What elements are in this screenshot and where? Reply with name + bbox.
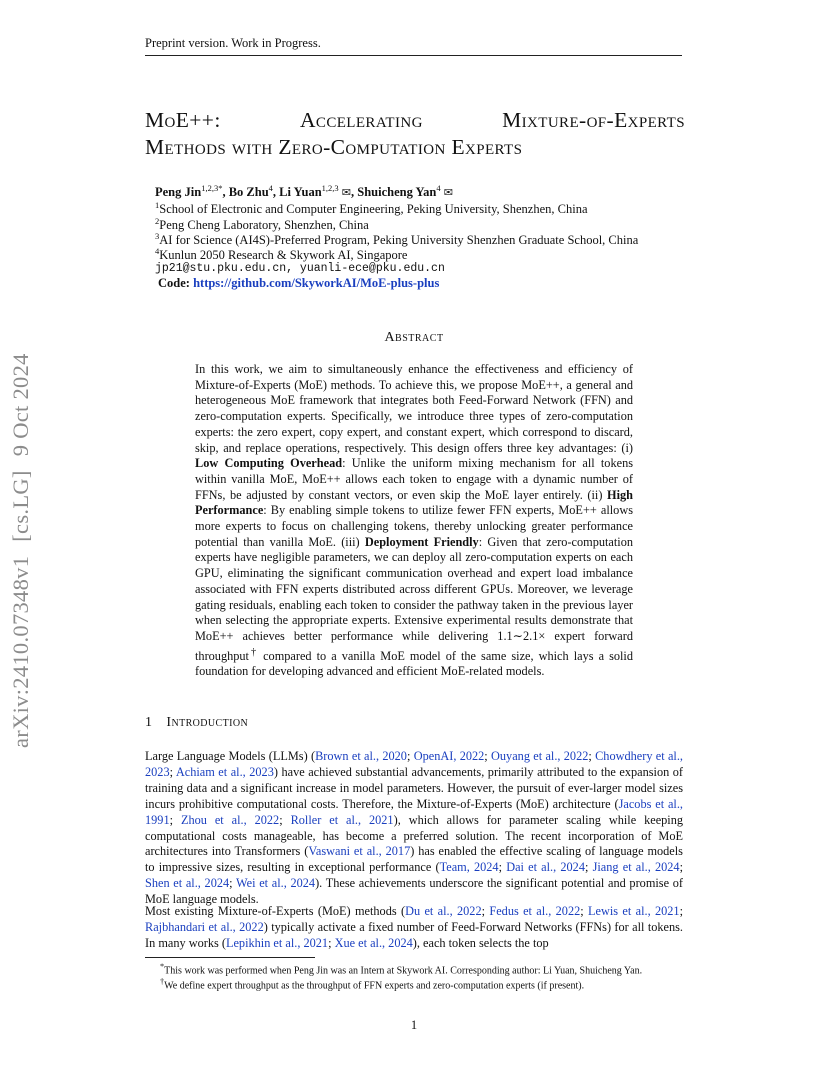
citation-link[interactable]: Chowdhery et al., 2023 [145, 749, 683, 779]
affiliation-sup: 4 [155, 246, 160, 256]
para-text: Large Language Models (LLMs) ( [145, 749, 316, 763]
citation-link[interactable]: Wei et al., 2024 [236, 876, 316, 891]
affiliation-text: AI for Science (AI4S)-Preferred Program, Peking University Shenzhen Graduate School, China [159, 233, 639, 248]
title-word-2: Accelerating [300, 108, 423, 132]
citation-link[interactable]: Lepikhin et al., 2021 [225, 935, 329, 950]
footnote-text: This work was performed when Peng Jin was an Intern at Skywork AI. Corresponding author: Li Yuan, Shuicheng Yan. [164, 965, 643, 977]
citation-link[interactable]: Team, 2024 [439, 860, 499, 875]
footnote-mark: * [160, 962, 165, 971]
footnote-2 [160, 977, 685, 991]
para-text: ; [679, 904, 684, 918]
affiliation-text: School of Electronic and Computer Engineering, Peking University, Shenzhen, China [159, 202, 588, 217]
footnote-mark[interactable]: † [248, 646, 259, 658]
affiliation-sup: 2 [155, 216, 160, 226]
abstract-heading: Abstract [384, 330, 444, 345]
para-text: ), each token selects the top [412, 935, 549, 950]
paper-title [145, 107, 685, 161]
para-text: ; [484, 749, 492, 763]
author-sup: 4 [436, 183, 441, 193]
affiliation-sup: 1 [155, 200, 160, 210]
para-text: Most existing Mixture-of-Experts (MoE) methods ( [145, 904, 406, 918]
page-number: 1 [410, 1018, 418, 1032]
abstract-bold: Deployment Friendly [364, 534, 479, 549]
affiliation-1 [155, 200, 588, 217]
footnote-mark: † [160, 977, 165, 986]
author-name: , Bo Zhu [222, 185, 269, 200]
citation-link[interactable]: Vaswani et al., 2017 [308, 844, 411, 859]
para-text: ; [229, 876, 237, 891]
footnote-text: We define expert throughput as the throughput of FFN experts and zero-computation experts (if present). [164, 980, 585, 992]
code-line [158, 276, 439, 291]
author-sup: 1,2,3* [201, 183, 223, 193]
arxiv-stamp [8, 288, 48, 748]
para-text: ), which allows for parameter scaling while keeping computational costs manageable, has become a preferred solution. The recent incorporation of MoE architectures into Transformers ( [145, 812, 684, 859]
citation-link[interactable]: Ouyang et al., 2022 [491, 749, 589, 763]
citation-link[interactable]: Brown et al., 2020 [315, 749, 407, 763]
author-name: , Shuicheng Yan [351, 185, 437, 200]
citation-link[interactable]: Roller et al., 2021 [290, 812, 394, 827]
code-link[interactable]: https://github.com/SkyworkAI/MoE-plus-plus [193, 276, 440, 290]
running-header: Preprint version. Work in Progress. [145, 36, 682, 56]
para-text: ) has enabled the effective scaling of language models to impressive sizes, resulting in exceptional performance ( [145, 844, 683, 875]
para-text: ; [169, 812, 181, 827]
section-heading [145, 715, 248, 731]
para-text: ). These achievements underscore the significant potential and promise of MoE language models. [145, 876, 683, 907]
mail-icon: ✉ [341, 187, 352, 200]
author-name: , Li Yuan [272, 185, 322, 200]
intro-paragraph-1 [145, 749, 683, 908]
abstract-text: In this work, we aim to simultaneously enhance the effectiveness and efficiency of Mixture-of-Experts (MoE) methods. To achieve this, we propose MoE++, a general and heterogeneous MoE framework that integrates both Feed-Forward Network (FFN) and zero-computation experts. Specifically, we introduce three types of zero-computation experts: the zero expert, copy expert, and constant expert, which correspond to discard, skip, and replace operations, respectively. This design offers three key advantages: (i) [195, 362, 633, 455]
citation-link[interactable]: Dai et al., 2024 [506, 860, 585, 875]
abstract-text: : Given that zero-computation experts have negligible parameters, we can deploy all zero-computation experts on each GPU, eliminating the significant communication overhead and expert load imbalance associated with FFN experts distributed across different GPUs. Moreover, we leverage gating residuals, enabling each token to consider the pathway taken in the previous layer when selecting the appropriate experts. Extensive experimental results demonstrate that MoE++ achieves better performance while delivering 1.1∼2.1× expert forward throughput [195, 534, 634, 663]
arxiv-date: 9 Oct 2024 [8, 353, 33, 457]
citation-link[interactable]: Du et al., 2022 [405, 904, 482, 918]
para-text: ; [328, 935, 335, 950]
abstract-text: compared to a vanilla MoE model of the same size, which lays a solid foundation for developing advanced and efficient MoE-related models. [195, 648, 633, 679]
para-text: ) have achieved substantial advancements, primarily attributed to the expansion of training data and a significant increase in model parameters. However, the pursuit of ever-larger model sizes incurs prohibitive computational costs. Therefore, the Mixture-of-Experts (MoE) architecture ( [145, 764, 684, 811]
footnote-divider [145, 957, 315, 958]
abstract-bold: High Performance [195, 487, 633, 518]
abstract-body [195, 362, 633, 680]
author-sup: 1,2,3 [321, 183, 339, 193]
citation-link[interactable]: Zhou et al., 2022 [180, 812, 280, 827]
citation-link[interactable]: Jiang et al., 2024 [592, 860, 680, 875]
title-line-2: Methods with Zero-Computation Experts [145, 135, 523, 159]
affiliation-text: Kunlun 2050 Research & Skywork AI, Singapore [159, 248, 408, 263]
code-label: Code: [158, 276, 194, 290]
citation-link[interactable]: Fedus et al., 2022 [489, 904, 581, 918]
para-text: ; [588, 749, 596, 763]
citation-link[interactable]: Xue et al., 2024 [334, 935, 413, 950]
citation-link[interactable]: Achiam et al., 2023 [175, 764, 274, 779]
para-text: ; [279, 812, 291, 827]
author-list [155, 183, 453, 200]
para-text: ; [584, 860, 593, 875]
abstract-bold: Low Computing Overhead [195, 456, 343, 471]
arxiv-category: [cs.LG] [8, 470, 33, 542]
para-text: ; [498, 860, 507, 875]
section-title: Introduction [166, 715, 249, 730]
mail-icon: ✉ [443, 187, 453, 200]
affiliation-sup: 3 [155, 231, 160, 241]
author-emails[interactable]: jp21@stu.pku.edu.cn, yuanli-ece@pku.edu.cn [155, 262, 445, 275]
para-text: ) typically activate a fixed number of Feed-Forward Networks (FFNs) for all tokens. In many works ( [145, 919, 683, 950]
intro-paragraph-2 [145, 904, 683, 952]
para-text: ; [169, 764, 176, 779]
citation-link[interactable]: Rajbhandari et al., 2022 [145, 919, 264, 934]
para-text: ; [580, 904, 589, 918]
abstract-text: : Unlike the uniform mixing mechanism for all tokens within vanilla MoE, MoE++ allows each token to engage with a dynamic number of FFNs, be adjusted by constant vectors, or even skip the MoE layer entirely. (ii) [195, 456, 633, 502]
citation-link[interactable]: Jacobs et al., 1991 [145, 796, 683, 827]
citation-link[interactable]: Shen et al., 2024 [145, 876, 230, 891]
title-word-3: Mixture-of-Experts [502, 108, 685, 132]
affiliation-4 [155, 246, 407, 263]
para-text: ; [406, 749, 414, 763]
citation-link[interactable]: OpenAI, 2022 [413, 749, 485, 763]
author-name: Peng Jin [155, 185, 202, 200]
citation-link[interactable]: Lewis et al., 2021 [588, 904, 680, 918]
abstract-text: : By enabling simple tokens to utilize fewer FFN experts, MoE++ allows more experts to focus on challenging tokens, thereby unlocking greater performance potential than vanilla MoE. (iii) [195, 503, 633, 549]
author-sup: 4 [268, 183, 273, 193]
footnote-1 [160, 962, 685, 976]
para-text: ; [679, 860, 684, 875]
para-text: ; [481, 904, 490, 918]
title-word-1: MoE++: [145, 108, 221, 132]
affiliation-text: Peng Cheng Laboratory, Shenzhen, China [159, 218, 369, 233]
arxiv-id[interactable]: arXiv:2410.07348v1 [8, 555, 33, 748]
section-number: 1 [145, 715, 153, 730]
